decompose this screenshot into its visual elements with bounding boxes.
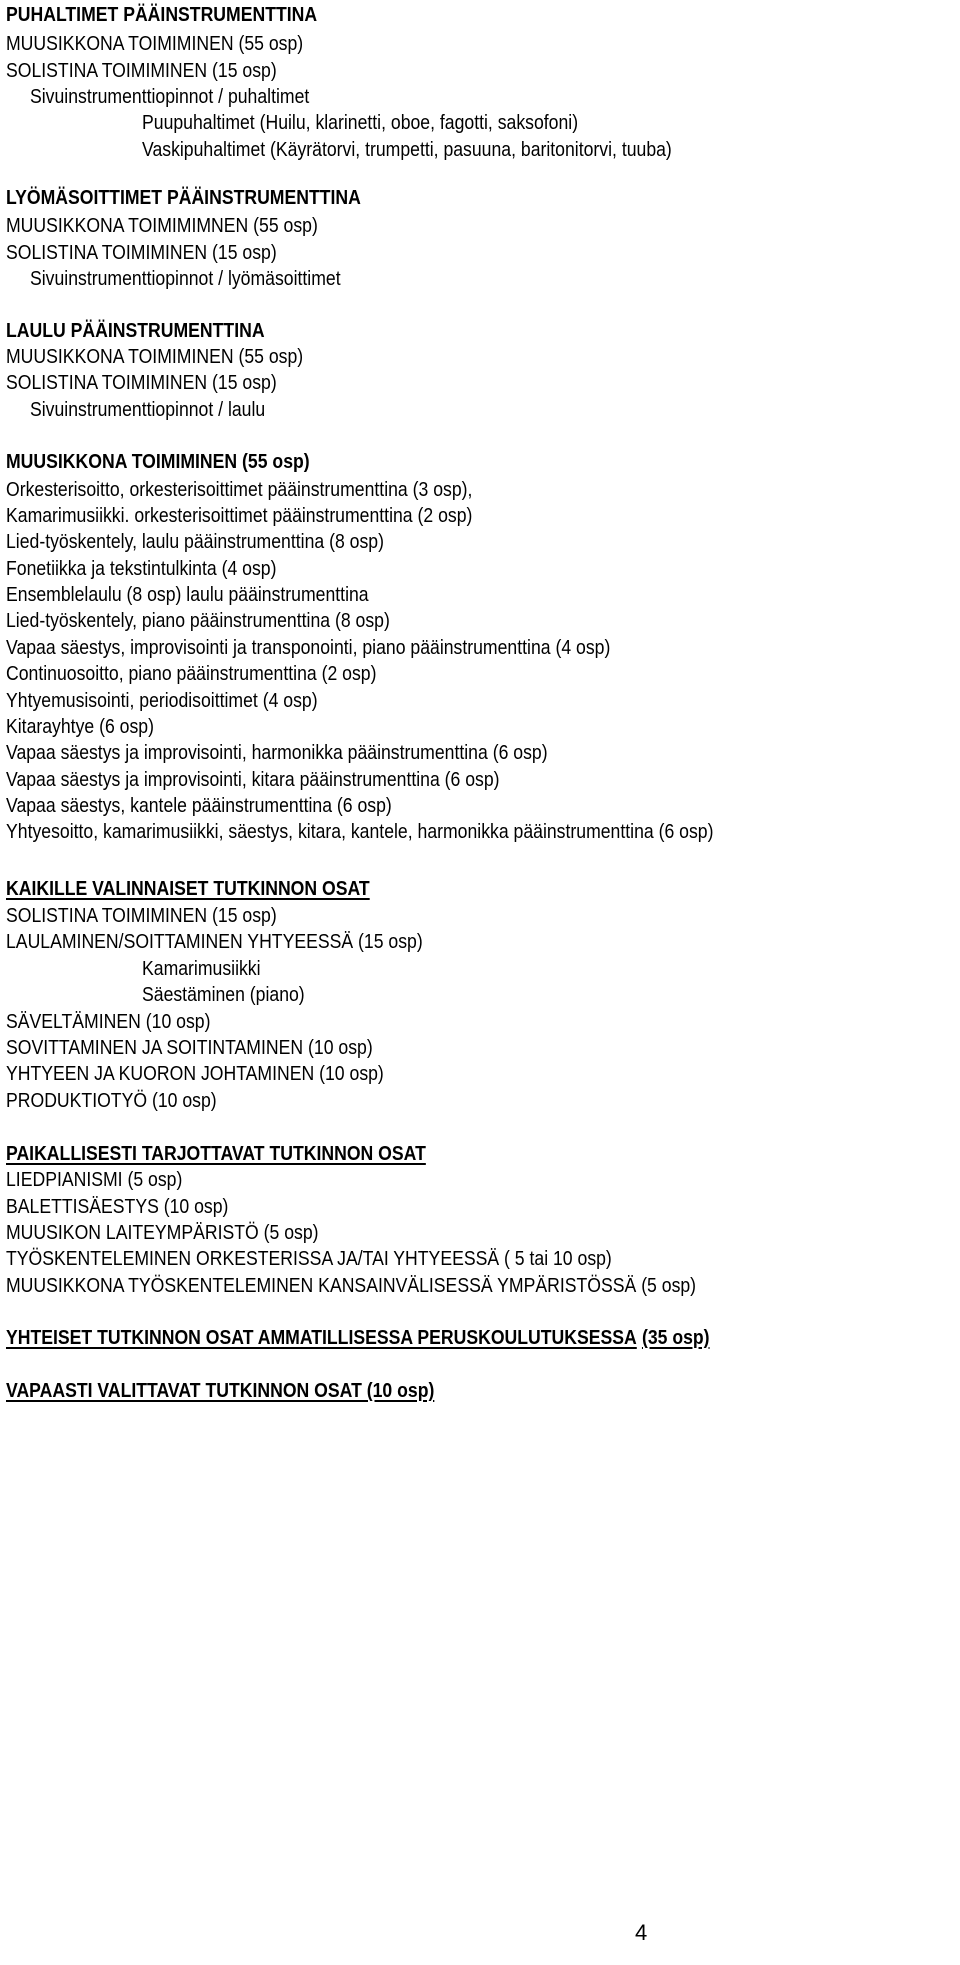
section-heading-paikallisesti: PAIKALLISESTI TARJOTTAVAT TUTKINNON OSAT xyxy=(6,1142,426,1165)
text-line: Säestäminen (piano) xyxy=(142,983,305,1006)
text-line: Sivuinstrumenttiopinnot / puhaltimet xyxy=(30,85,310,108)
text-line: TYÖSKENTELEMINEN ORKESTERISSA JA/TAI YHTYEESSÄ ( 5 tai 10 osp) xyxy=(6,1247,612,1270)
text-line: SOLISTINA TOIMIMINEN (15 osp) xyxy=(6,59,277,82)
text-line: Lied-työskentely, piano pääinstrumenttina (8 osp) xyxy=(6,609,390,632)
text-line: Puupuhaltimet (Huilu, klarinetti, oboe, fagotti, saksofoni) xyxy=(142,111,579,134)
text-line: Sivuinstrumenttiopinnot / laulu xyxy=(30,398,266,421)
text-line: YHTYEEN JA KUORON JOHTAMINEN (10 osp) xyxy=(6,1062,384,1085)
text-line: Vaskipuhaltimet (Käyrätorvi, trumpetti, pasuuna, baritonitorvi, tuuba) xyxy=(142,138,672,161)
text-line: MUUSIKKONA TOIMIMIMNEN (55 osp) xyxy=(6,214,318,237)
text-line: SOLISTINA TOIMIMINEN (15 osp) xyxy=(6,904,277,927)
text-line: SOVITTAMINEN JA SOITINTAMINEN (10 osp) xyxy=(6,1036,373,1059)
text-line: SÄVELTÄMINEN (10 osp) xyxy=(6,1010,211,1033)
text-line: Fonetiikka ja tekstintulkinta (4 osp) xyxy=(6,557,277,580)
text-line: SOLISTINA TOIMIMINEN (15 osp) xyxy=(6,371,277,394)
section-heading-puhaltimet: PUHALTIMET PÄÄINSTRUMENTTINA xyxy=(6,3,318,26)
text-line: LIEDPIANISMI (5 osp) xyxy=(6,1168,183,1191)
text-line: MUUSIKON LAITEYMPÄRISTÖ (5 osp) xyxy=(6,1221,319,1244)
text-line: LAULAMINEN/SOITTAMINEN YHTYEESSÄ (15 osp) xyxy=(6,930,423,953)
section-heading-yhteiset xyxy=(6,1325,710,1351)
text-line: SOLISTINA TOIMIMINEN (15 osp) xyxy=(6,241,277,264)
text-line: Orkesterisoitto, orkesterisoittimet pääinstrumenttina (3 osp), xyxy=(6,478,473,501)
yhteiset-heading-credits: (35 osp) xyxy=(641,1326,710,1349)
text-line: Continuosoitto, piano pääinstrumenttina (2 osp) xyxy=(6,662,377,685)
section-heading-laulu: LAULU PÄÄINSTRUMENTTINA xyxy=(6,319,265,342)
section-heading-muusikkona: MUUSIKKONA TOIMIMINEN (55 osp) xyxy=(6,450,310,473)
section-heading-kaikille: KAIKILLE VALINNAISET TUTKINNON OSAT xyxy=(6,877,370,900)
section-heading-vapaasti: VAPAASTI VALITTAVAT TUTKINNON OSAT (10 osp) xyxy=(6,1379,435,1402)
text-line: Vapaa säestys, improvisointi ja transponointi, piano pääinstrumenttina (4 osp) xyxy=(6,636,611,659)
text-line: BALETTISÄESTYS (10 osp) xyxy=(6,1195,229,1218)
text-line: MUUSIKKONA TOIMIMINEN (55 osp) xyxy=(6,345,304,368)
text-line: PRODUKTIOTYÖ (10 osp) xyxy=(6,1089,217,1112)
section-heading-lyomasoittimet: LYÖMÄSOITTIMET PÄÄINSTRUMENTTINA xyxy=(6,186,361,209)
document-page xyxy=(6,0,956,1965)
text-line: Vapaa säestys ja improvisointi, kitara pääinstrumenttina (6 osp) xyxy=(6,768,500,791)
yhteiset-heading-text: YHTEISET TUTKINNON OSAT AMMATILLISESSA PERUSKOULUTUKSESSA xyxy=(6,1326,637,1349)
text-line: Sivuinstrumenttiopinnot / lyömäsoittimet xyxy=(30,267,341,290)
text-line: Kitarayhtye (6 osp) xyxy=(6,715,154,738)
text-line: Yhtyemusisointi, periodisoittimet (4 osp) xyxy=(6,689,318,712)
text-line: Vapaa säestys ja improvisointi, harmonikka pääinstrumenttina (6 osp) xyxy=(6,741,548,764)
text-line: Kamarimusiikki. orkesterisoittimet pääinstrumenttina (2 osp) xyxy=(6,504,473,527)
text-line: Kamarimusiikki xyxy=(142,957,261,980)
text-line: Vapaa säestys, kantele pääinstrumenttina (6 osp) xyxy=(6,794,392,817)
text-line: Lied-työskentely, laulu pääinstrumenttina (8 osp) xyxy=(6,530,384,553)
text-line: Yhtyesoitto, kamarimusiikki, säestys, kitara, kantele, harmonikka pääinstrumenttina (6 osp) xyxy=(6,820,714,843)
text-line: MUUSIKKONA TYÖSKENTELEMINEN KANSAINVÄLISESSÄ YMPÄRISTÖSSÄ (5 osp) xyxy=(6,1274,697,1297)
page-number: 4 xyxy=(635,1920,648,1945)
text-line: MUUSIKKONA TOIMIMINEN (55 osp) xyxy=(6,32,304,55)
text-line: Ensemblelaulu (8 osp) laulu pääinstrumenttina xyxy=(6,583,369,606)
